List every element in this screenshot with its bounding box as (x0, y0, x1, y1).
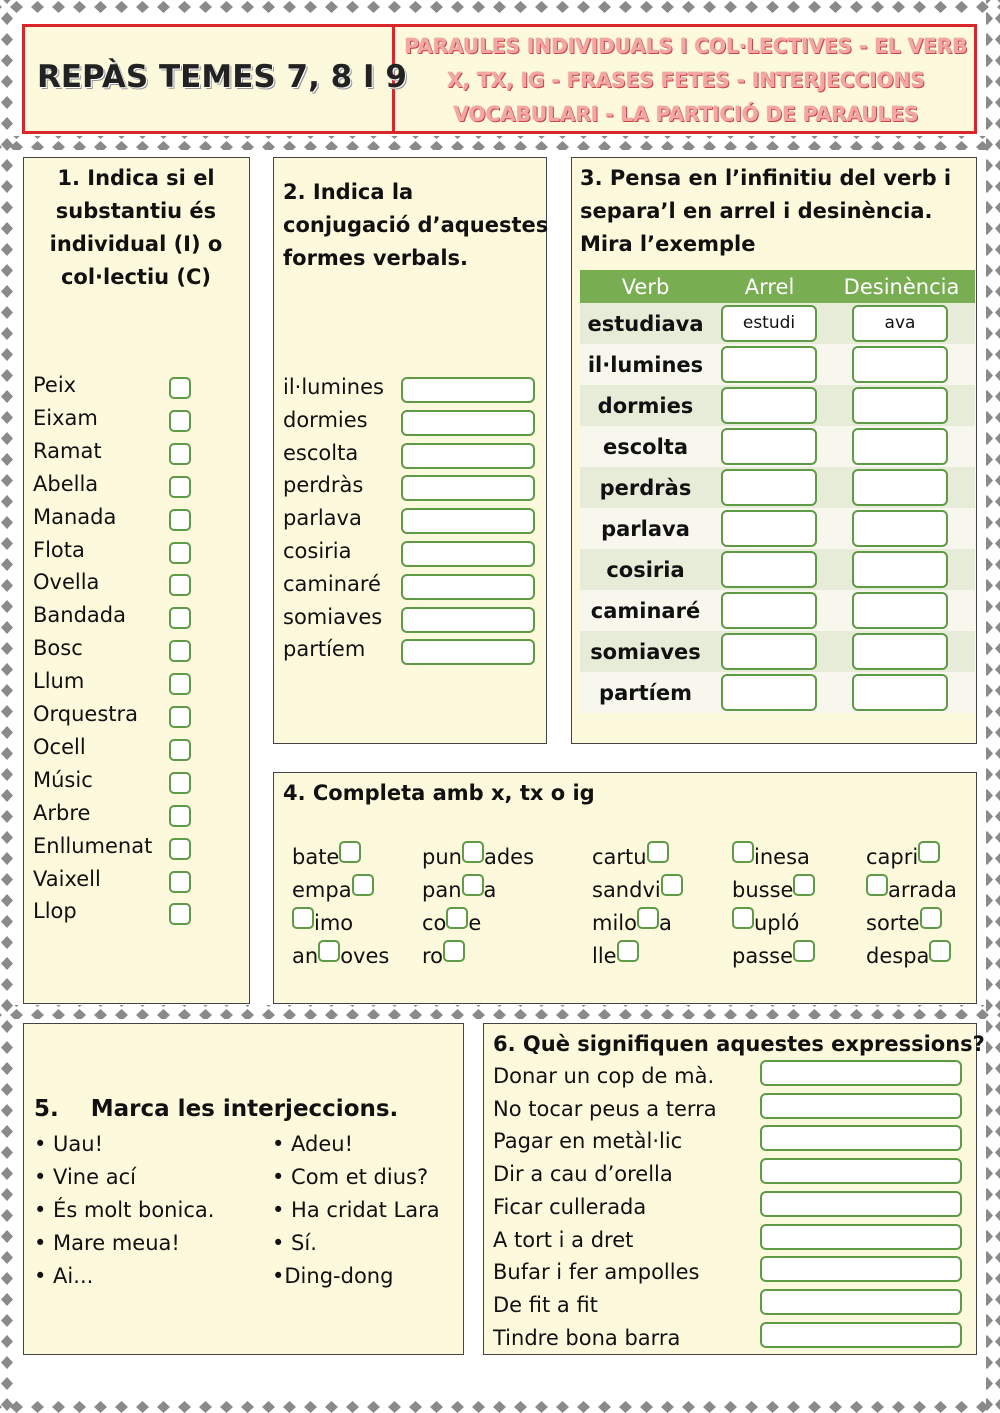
word-prefix: pun (422, 845, 462, 869)
column-header-arrel: Arrel (711, 270, 828, 303)
letter-box[interactable] (661, 874, 683, 896)
exercise-1-panel (23, 157, 250, 1004)
arrel-input[interactable] (721, 674, 817, 711)
verb-cell: estudiava (587, 311, 704, 336)
arrel-cell (711, 549, 828, 590)
conjugation-input[interactable] (401, 410, 535, 436)
expression-label: Donar un cop de mà. (493, 1064, 715, 1088)
subtitle-line: PARAULES INDIVIDUALS I COL·LECTIVES - EL VERB (404, 34, 968, 58)
arrel-cell (711, 385, 828, 426)
verb-form-label: cosiria (283, 539, 352, 563)
fill-word (292, 878, 374, 902)
arrel-input[interactable] (721, 551, 817, 588)
verb-cell: dormies (597, 393, 694, 418)
letter-box[interactable] (732, 841, 754, 863)
letter-box[interactable] (462, 841, 484, 863)
desinencia-cell (828, 549, 975, 590)
instruction-line: substantiu és (55, 199, 217, 223)
answer-checkbox[interactable] (169, 607, 191, 629)
interjection-option[interactable]: • Sí. (272, 1231, 317, 1255)
desinencia-cell (828, 631, 975, 672)
word-suffix: oves (340, 944, 390, 968)
exercise-6-panel (483, 1023, 985, 1355)
word-prefix: capri (866, 845, 919, 869)
instruction-line: conjugació d’aquestes (283, 213, 549, 237)
letter-box[interactable] (866, 874, 888, 896)
fill-word (292, 845, 361, 869)
fill-word (422, 911, 481, 935)
word-prefix: lle (592, 944, 617, 968)
fill-word (732, 845, 810, 869)
word-prefix: co (422, 911, 447, 935)
interjection-option[interactable]: • Ai... (34, 1264, 94, 1288)
word-label: Llop (33, 899, 77, 924)
desinencia-cell (828, 426, 975, 467)
column-header-verb: Verb (580, 270, 711, 303)
answer-checkbox[interactable] (169, 706, 191, 728)
expression-label: Ficar cullerada (493, 1194, 647, 1219)
fill-word (866, 878, 957, 902)
meaning-input[interactable] (760, 1289, 962, 1315)
answer-checkbox[interactable] (169, 443, 191, 465)
instruction-line: col·lectiu (C) (60, 265, 212, 289)
page-title: REPÀS TEMES 7, 8 I 9 (37, 59, 407, 95)
fill-word (592, 878, 683, 902)
arrel-cell (711, 631, 828, 672)
exercise-2-panel (273, 157, 547, 744)
conjugation-input[interactable] (401, 574, 535, 600)
fill-word (866, 845, 940, 869)
table-row (580, 467, 975, 508)
exercise-5-panel (23, 1023, 464, 1355)
letter-box[interactable] (920, 907, 942, 929)
arrel-cell (711, 426, 828, 467)
word-label: Enllumenat (33, 833, 153, 858)
exercise-1-instruction (24, 162, 248, 294)
verb-cell: parlava (601, 516, 690, 541)
exercise-2-instruction (283, 176, 548, 275)
column-header-desinencia: Desinència (828, 270, 975, 303)
letter-box[interactable] (443, 940, 465, 962)
word-label: Flota (33, 537, 85, 562)
meaning-input[interactable] (760, 1060, 962, 1086)
desinencia-cell (828, 508, 975, 549)
desinencia-input[interactable] (852, 633, 948, 670)
table-row (580, 426, 975, 467)
word-prefix: bate (292, 845, 340, 869)
table-row (580, 303, 975, 344)
letter-box[interactable] (352, 874, 374, 896)
interjection-option[interactable]: • Vine ací (34, 1165, 136, 1189)
word-prefix: pan (422, 878, 462, 902)
answer-checkbox[interactable] (169, 410, 191, 432)
exercise-5-instruction: 5. Marca les interjeccions. (34, 1096, 399, 1122)
meaning-input[interactable] (760, 1322, 962, 1348)
answer-checkbox[interactable] (169, 739, 191, 761)
word-label: Peix (33, 373, 77, 397)
verb-cell: cosiria (606, 557, 685, 582)
letter-box[interactable] (462, 874, 484, 896)
answer-checkbox[interactable] (169, 476, 191, 498)
word-label: Músic (33, 767, 93, 792)
letter-box[interactable] (339, 841, 361, 863)
letter-box[interactable] (647, 841, 669, 863)
verb-form-label: somiaves (283, 604, 383, 629)
arrel-cell (711, 344, 828, 385)
desinencia-input[interactable] (852, 674, 948, 711)
word-prefix: sorte (866, 911, 920, 935)
desinencia-input[interactable] (852, 551, 948, 588)
word-suffix: imo (314, 911, 354, 935)
fill-word (422, 878, 496, 902)
fill-word (732, 944, 815, 968)
fill-word (732, 911, 799, 935)
desinencia-input[interactable] (852, 428, 948, 465)
desinencia-cell (828, 590, 975, 631)
fill-word (592, 845, 669, 869)
answer-checkbox[interactable] (169, 673, 191, 695)
expression-label: Pagar en metàl·lic (493, 1129, 683, 1154)
arrel-input[interactable] (721, 592, 817, 629)
letter-box[interactable] (446, 907, 468, 929)
word-label: Ovella (33, 570, 100, 595)
table-row (580, 508, 975, 549)
desinencia-input[interactable] (852, 346, 948, 383)
fill-word (866, 911, 942, 935)
fill-word (592, 911, 672, 935)
desinencia-input[interactable] (852, 469, 948, 506)
word-suffix: e (468, 911, 482, 935)
arrel-cell (711, 303, 828, 344)
expression-label: A tort i a dret (493, 1227, 634, 1252)
exercise-3-panel (571, 157, 977, 744)
meaning-input[interactable] (760, 1158, 962, 1184)
expression-label: Dir a cau d’orella (493, 1162, 673, 1187)
word-label: Ramat (33, 438, 102, 463)
verb-form-label: perdràs (283, 473, 364, 498)
answer-checkbox[interactable] (169, 377, 191, 399)
meaning-input[interactable] (760, 1224, 962, 1250)
desinencia-cell (828, 467, 975, 508)
word-suffix: arrada (888, 878, 957, 902)
instruction-line: 3. Pensa en l’infinitiu del verb i (580, 166, 952, 190)
answer-checkbox[interactable] (169, 542, 191, 564)
conjugation-input[interactable] (401, 639, 535, 665)
table-row (580, 631, 975, 672)
verb-table (580, 270, 975, 713)
verb-cell: partíem (599, 680, 692, 705)
word-label: Vaixell (33, 866, 101, 891)
fill-word (732, 878, 815, 902)
desinencia-cell (828, 385, 975, 426)
word-label: Eixam (33, 405, 98, 430)
letter-box[interactable] (793, 940, 815, 962)
letter-box[interactable] (617, 940, 639, 962)
verb-form-label: dormies (283, 407, 368, 432)
instruction-line: separa’l en arrel i desinència. (580, 199, 933, 223)
word-label: Bosc (33, 636, 83, 661)
answer-checkbox[interactable] (169, 772, 191, 794)
interjection-option[interactable]: • Ha cridat Lara (272, 1198, 440, 1222)
desinencia-input[interactable]: ava (852, 305, 948, 342)
expression-label: Bufar i fer ampolles (493, 1260, 700, 1285)
verb-cell: il·lumines (587, 352, 704, 377)
word-prefix: an (292, 944, 319, 968)
desinencia-cell (828, 672, 975, 713)
conjugation-input[interactable] (401, 475, 535, 501)
instruction-line: 2. Indica la (283, 180, 414, 204)
fill-word (866, 944, 951, 968)
letter-box[interactable] (732, 907, 754, 929)
interjection-option[interactable]: •Ding-dong (272, 1264, 394, 1288)
instruction-line: Mira l’exemple (580, 232, 756, 256)
word-prefix: milo (592, 911, 637, 935)
table-row (580, 672, 975, 713)
verb-form-label: partíem (283, 637, 366, 662)
conjugation-input[interactable] (401, 443, 535, 469)
conjugation-input[interactable] (401, 508, 535, 534)
arrel-cell (711, 508, 828, 549)
conjugation-input[interactable] (401, 377, 535, 403)
word-label: Arbre (33, 800, 91, 825)
answer-checkbox[interactable] (169, 903, 191, 925)
word-prefix: empa (292, 878, 352, 902)
table-row (580, 385, 975, 426)
exercise-3-instruction (580, 162, 951, 261)
word-suffix: ades (483, 845, 535, 869)
letter-box[interactable] (793, 874, 815, 896)
conjugation-input[interactable] (401, 541, 535, 567)
word-prefix: sandvi (592, 878, 661, 902)
interjection-option[interactable]: • Com et dius? (272, 1165, 429, 1189)
word-prefix: passe (732, 944, 794, 968)
fill-word (422, 845, 534, 869)
verb-form-label: escolta (283, 440, 359, 465)
arrel-cell (711, 467, 828, 508)
table-row (580, 590, 975, 631)
instruction-line: formes verbals. (283, 246, 469, 270)
word-prefix: ro (422, 944, 444, 968)
verb-cell: caminaré (590, 598, 701, 623)
answer-checkbox[interactable] (169, 640, 191, 662)
interjection-option[interactable]: • Adeu! (272, 1132, 354, 1156)
exercise-4-panel (273, 772, 977, 1004)
header-subtitle (397, 29, 975, 131)
answer-checkbox[interactable] (169, 838, 191, 860)
word-label: Orquestra (33, 702, 139, 726)
subtitle-line: X, TX, IG - FRASES FETES - INTERJECCIONS (447, 68, 925, 92)
table-row (580, 549, 975, 590)
interjection-option[interactable]: • Mare meua! (34, 1231, 180, 1255)
verb-form-label: parlava (283, 506, 362, 531)
meaning-input[interactable] (760, 1256, 962, 1282)
word-suffix: a (483, 878, 497, 902)
fill-word (592, 944, 639, 968)
word-prefix: despa (866, 944, 930, 968)
verb-form-label: il·lumines (283, 375, 384, 399)
subtitle-line: VOCABULARI - LA PARTICIÓ DE PARAULES (453, 102, 919, 126)
exercise-4-instruction: 4. Completa amb x, tx o ig (283, 781, 595, 805)
letter-box[interactable] (929, 940, 951, 962)
header (22, 24, 977, 134)
arrel-input[interactable] (721, 346, 817, 383)
word-prefix: cartu (592, 845, 647, 869)
meaning-input[interactable] (760, 1093, 962, 1119)
word-suffix: upló (754, 911, 800, 935)
word-label: Llum (33, 669, 85, 694)
word-label: Manada (33, 504, 117, 529)
conjugation-input[interactable] (401, 607, 535, 633)
expression-label: No tocar peus a terra (493, 1096, 717, 1121)
letter-box[interactable] (637, 907, 659, 929)
fill-word (422, 944, 465, 968)
expression-label: Tindre bona barra (493, 1325, 681, 1350)
desinencia-input[interactable] (852, 387, 948, 424)
arrel-input[interactable] (721, 510, 817, 547)
instruction-line: 1. Indica si el (57, 166, 215, 190)
arrel-input[interactable]: estudi (721, 305, 817, 342)
interjection-option[interactable]: • És molt bonica. (34, 1198, 215, 1222)
meaning-input[interactable] (760, 1125, 962, 1151)
answer-checkbox[interactable] (169, 805, 191, 827)
arrel-input[interactable] (721, 633, 817, 670)
word-suffix: a (658, 911, 672, 935)
desinencia-cell (828, 303, 975, 344)
desinencia-cell (828, 344, 975, 385)
interjection-option[interactable]: • Uau! (34, 1132, 104, 1156)
arrel-input[interactable] (721, 469, 817, 506)
answer-checkbox[interactable] (169, 509, 191, 531)
word-suffix: inesa (754, 845, 810, 869)
arrel-cell (711, 590, 828, 631)
fill-word (292, 944, 389, 968)
verb-cell: perdràs (599, 475, 692, 500)
desinencia-input[interactable] (852, 510, 948, 547)
answer-checkbox[interactable] (169, 871, 191, 893)
fill-word (292, 911, 353, 935)
exercise-6-instruction: 6. Què signifiquen aquestes expressions? (493, 1032, 985, 1056)
letter-box[interactable] (918, 841, 940, 863)
letter-box[interactable] (318, 940, 340, 962)
arrel-input[interactable] (721, 387, 817, 424)
answer-checkbox[interactable] (169, 574, 191, 596)
verb-cell: somiaves (590, 639, 701, 664)
letter-box[interactable] (292, 907, 314, 929)
meaning-input[interactable] (760, 1191, 962, 1217)
instruction-line: individual (I) o (49, 232, 223, 256)
word-prefix: busse (732, 878, 794, 902)
table-row (580, 344, 975, 385)
desinencia-input[interactable] (852, 592, 948, 629)
word-label: Bandada (33, 603, 126, 628)
word-label: Abella (33, 471, 99, 496)
arrel-input[interactable] (721, 428, 817, 465)
arrel-cell (711, 672, 828, 713)
word-label: Ocell (33, 734, 86, 759)
verb-cell: escolta (602, 434, 689, 459)
verb-form-label: caminaré (283, 571, 381, 596)
expression-label: De fit a fit (493, 1292, 598, 1317)
